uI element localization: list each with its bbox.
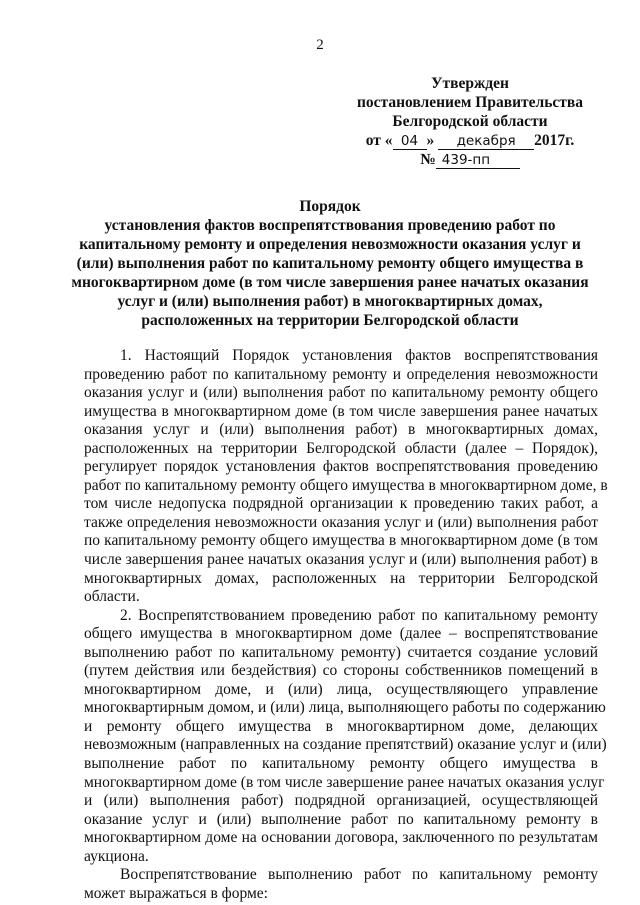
- body-line: расположенных на территории Белгородской области (далее – Порядок),: [84, 439, 598, 457]
- body-line: регулирует порядок установления фактов воспрепятствования проведению: [84, 458, 598, 476]
- approval-line-region: Белгородской области: [392, 113, 548, 130]
- body-line: оказания услуг и (или) выполнения работ) в многоквартирных домах,: [84, 421, 598, 439]
- date-mid: »: [426, 132, 435, 149]
- body-line: также определения невозможности оказания услуг и (или) выполнения работ: [84, 513, 598, 531]
- document-body: [84, 347, 608, 903]
- body-line: работ по капитальному ремонту общего имущества в многоквартирном доме, в: [84, 476, 608, 494]
- body-line: по капитальному ремонту общего имущества в многоквартирном доме (в том: [84, 532, 598, 550]
- body-line: области.: [84, 588, 140, 606]
- date-month: декабря: [438, 134, 534, 150]
- title-line: (или) выполнения работ по капитальному ремонту общего имущества в: [76, 255, 584, 272]
- title-line: установления фактов воспрепятствования проведению работ по: [104, 217, 556, 234]
- body-line: невозможным (направленных на создание препятствий) оказание услуг и (или): [84, 736, 607, 754]
- body-line: числе завершения ранее начатых оказания услуг и (или) выполнения работ) в: [84, 551, 598, 569]
- body-line: выполнению работ по капитальному ремонту) считается создание условий: [84, 643, 598, 661]
- number-prefix: №: [420, 151, 436, 168]
- body-line: аукциона.: [84, 847, 149, 865]
- approval-line-resolution: постановлением Правительства: [356, 94, 584, 111]
- body-line: проведению работ по капитальному ремонту и определения невозможности: [84, 365, 598, 383]
- body-line: выполнение работ по капитальному ремонту общего имущества в: [84, 755, 598, 773]
- date-prefix: от «: [365, 132, 393, 149]
- body-line: многоквартирном доме на основании договора, заключенного по результатам: [84, 829, 598, 847]
- title-heading: Порядок: [299, 198, 361, 215]
- approval-date-line: [330, 131, 610, 150]
- body-line: оказание услуг и (или) выполнение работ по капитальному ремонту в: [84, 810, 598, 828]
- title-line: многоквартирном доме (в том числе завершения ранее начатых оказания: [71, 274, 589, 291]
- approval-block: [330, 74, 610, 169]
- body-line: может выражаться в форме:: [84, 884, 268, 902]
- body-line: имущества в многоквартирном доме (в том числе завершения ранее начатых: [84, 402, 598, 420]
- body-line: многоквартирном доме (в том числе завершение ранее начатых оказания услуг: [84, 773, 605, 791]
- body-line: Воспрепятствование выполнению работ по капитальному ремонту: [120, 866, 598, 884]
- body-line: 2. Воспрепятствованием проведению работ по капитальному ремонту: [120, 606, 598, 624]
- body-line: 1. Настоящий Порядок установления фактов воспрепятствования: [120, 347, 598, 364]
- approval-line-approved: Утвержден: [431, 75, 509, 92]
- body-line: многоквартирных домах, расположенных на территории Белгородской: [84, 569, 598, 587]
- title-line: услуг и (или) выполнения работ) в многоквартирных домах,: [117, 293, 543, 310]
- date-year: 2017г.: [534, 132, 575, 149]
- body-line: многоквартирном доме, и (или) лица, осуществляющего управление: [84, 680, 598, 698]
- title-line: расположенных на территории Белгородской области: [141, 312, 519, 329]
- title-line: капитальному ремонту и определения невозможности оказания услуг и: [79, 236, 581, 253]
- document-title: [70, 197, 590, 330]
- date-day: 04: [393, 134, 427, 150]
- body-line: и (или) выполнения работ) подрядной организацией, осуществляющей: [84, 792, 598, 810]
- number-value: 439-пп: [436, 153, 520, 169]
- body-line: и ремонту общего имущества в многоквартирном доме, делающих: [84, 717, 598, 735]
- page-number: 2: [316, 37, 324, 53]
- body-line: многоквартирным домом, и (или) лица, выполняющего работы по содержанию: [84, 699, 606, 717]
- body-line: (путем действия или бездействия) со стороны собственников помещений в: [84, 662, 598, 680]
- body-line: том числе недопуска подрядной организации к проведению таких работ, а: [84, 495, 598, 513]
- body-line: общего имущества в многоквартирном доме (далее – воспрепятствование: [84, 625, 598, 643]
- body-line: оказания услуг и (или) выполнения работ по капитальному ремонту общего: [84, 384, 598, 402]
- approval-number-line: [330, 150, 610, 169]
